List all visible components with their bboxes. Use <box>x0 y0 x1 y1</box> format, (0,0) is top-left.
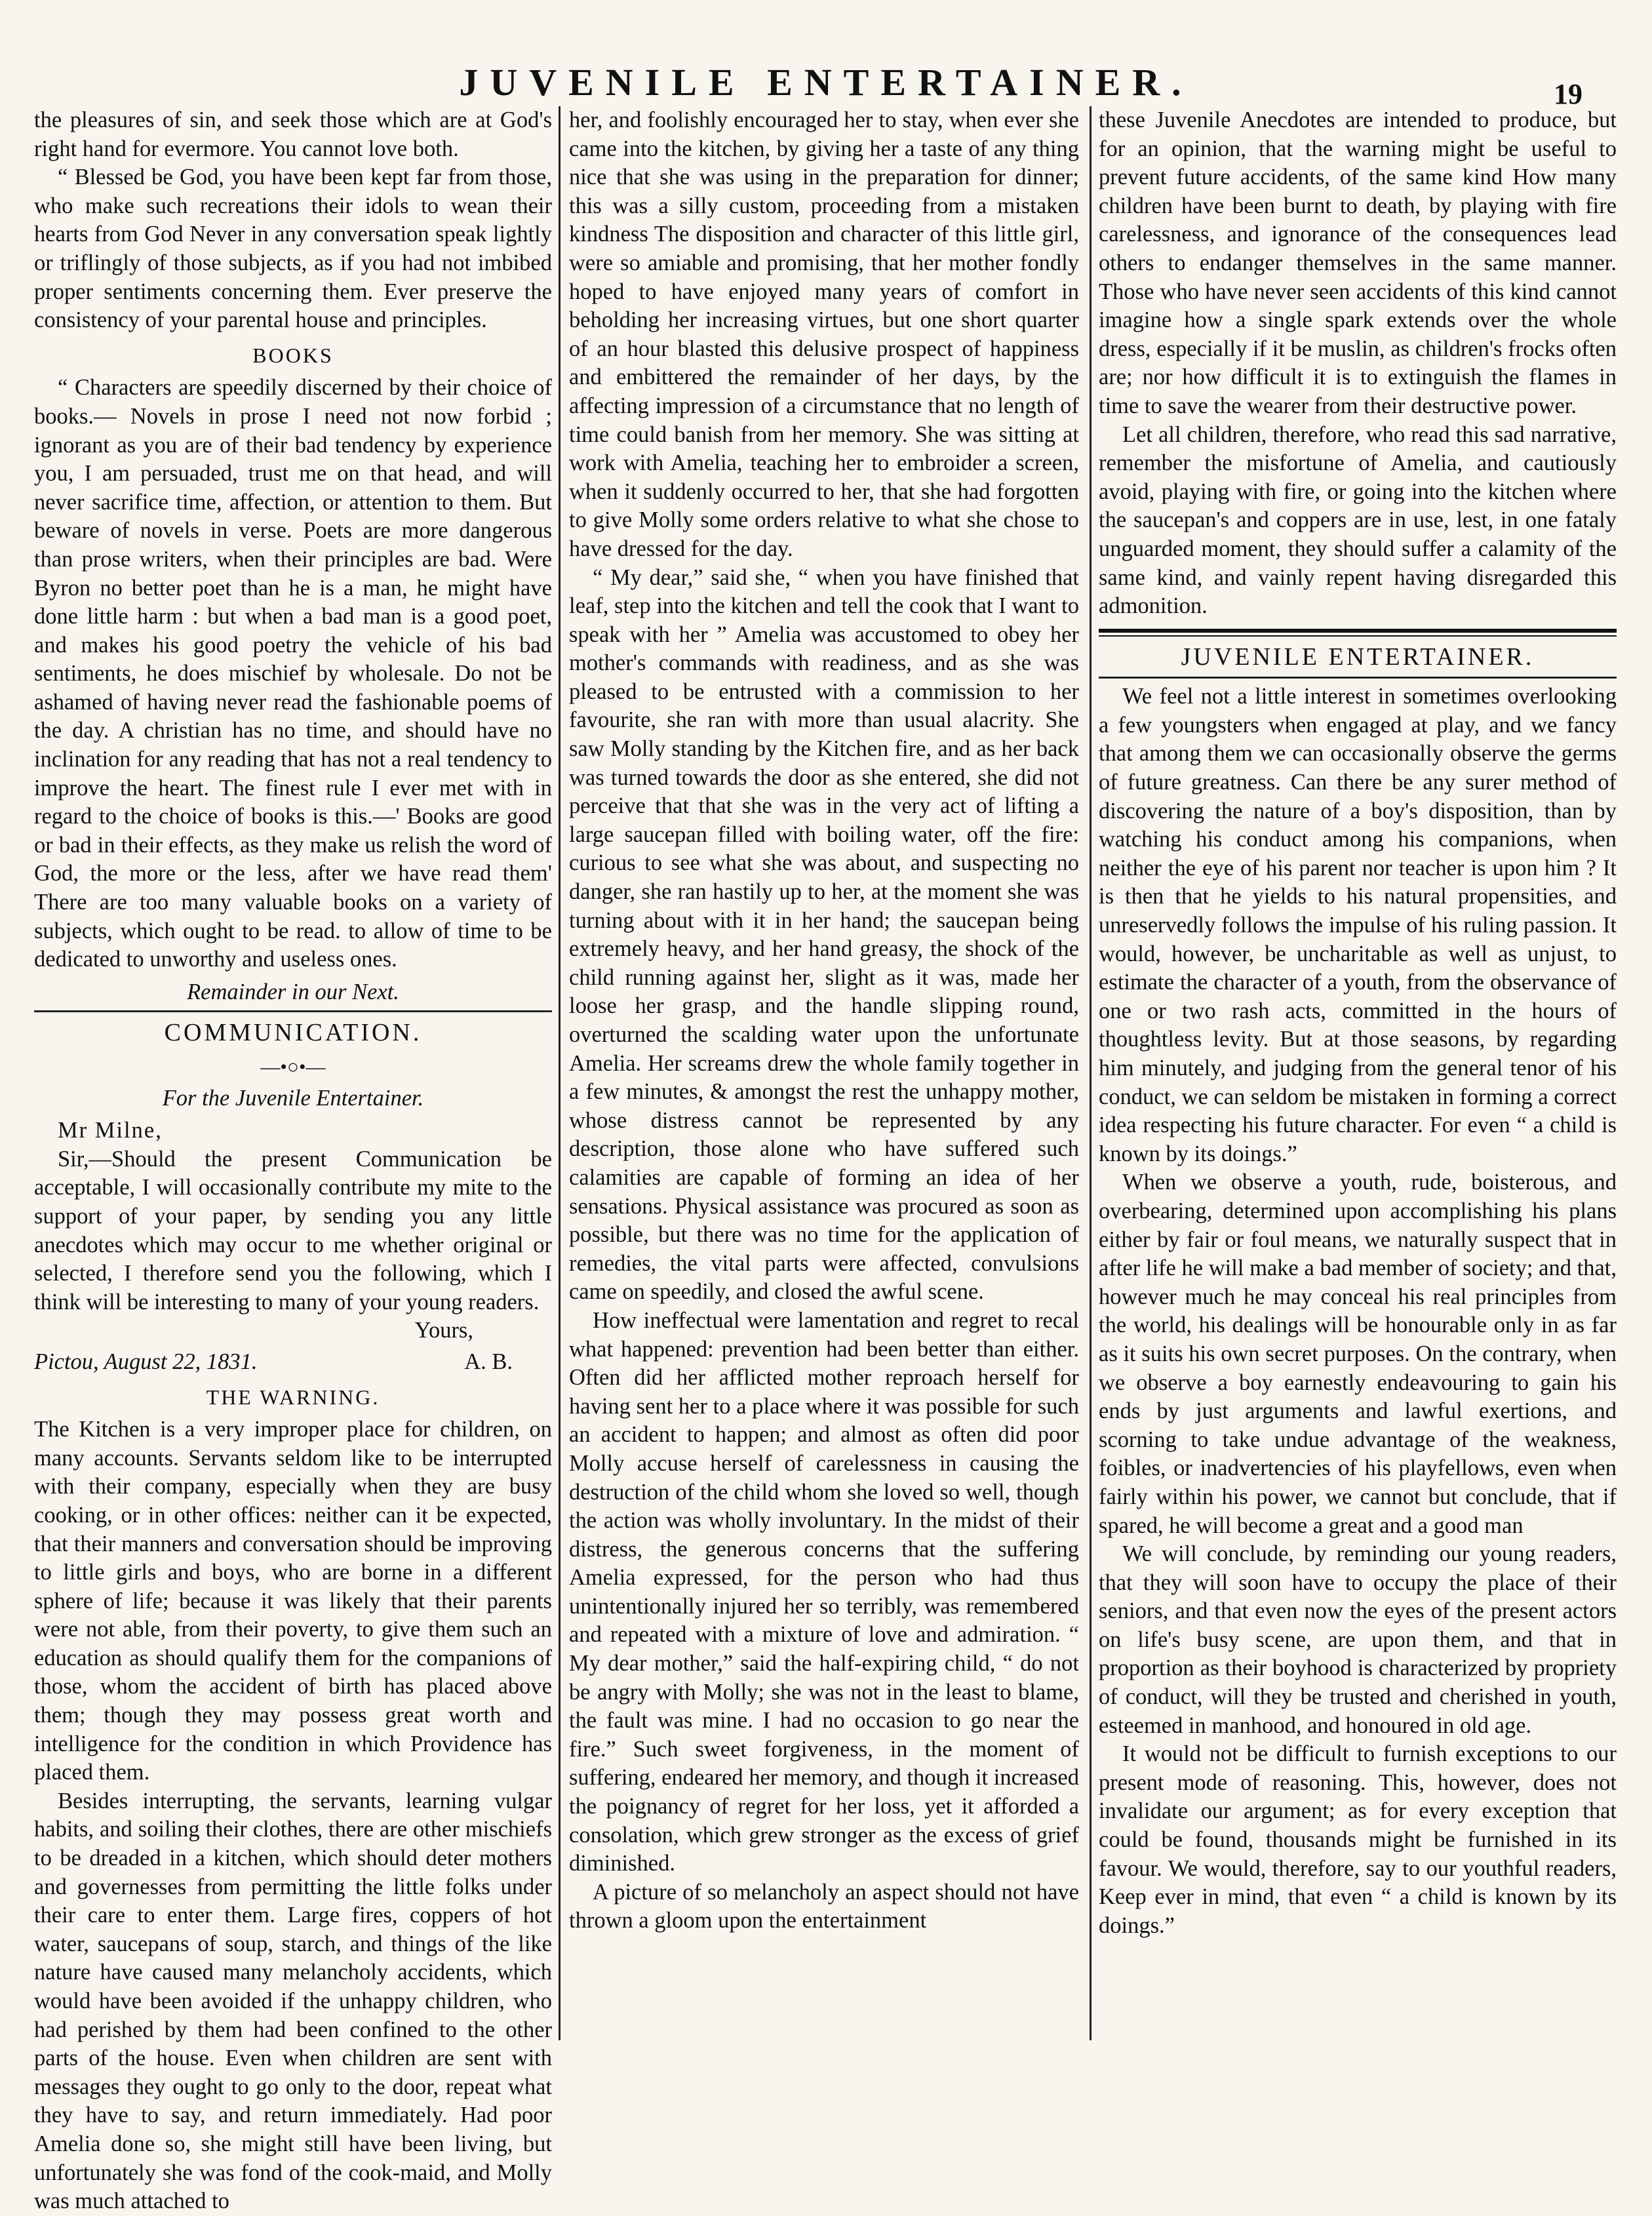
section-rule-2 <box>1099 677 1617 679</box>
page-number: 19 <box>1554 78 1583 110</box>
intro-paragraph-2: “ Blessed be God, you have been kept far from those, who make such recreations their idols to wean their hearts from God Never in any conversation speak lightly or triflingly of those subjects, as if you had not imbibed proper sentiments concerning them. Ever preserve the consistency of your parental house and principles. <box>34 165 552 333</box>
editorial-heading: JUVENILE ENTERTAINER. <box>1181 643 1535 671</box>
dateline <box>34 1348 552 1377</box>
sign-off: Yours, <box>414 1318 473 1343</box>
section-rule <box>34 1010 552 1012</box>
column-3 <box>1099 106 1617 2040</box>
section-rule-thick <box>1099 629 1617 637</box>
place-date: Pictou, August 22, 1831. <box>34 1349 258 1374</box>
books-heading: BOOKS <box>252 343 334 367</box>
communication-heading: COMMUNICATION. <box>164 1019 422 1047</box>
books-paragraph: “ Characters are speedily discerned by their choice of books.— Novels in prose I need not now forbid ; ignorant as you are of their bad tendency by experience you, I am persuaded, trust me on that head, and will never sacrifice time, affection, or attention to them. But beware of novels in verse. Poets are more dangerous than prose writers, when their principles are bad. Were Byron no better poet than he is a man, he might have done little harm : but when a bad man is a good poet, and makes his good poetry the vehicle of his bad sentiments, he does mischief by wholesale. Do not be ashamed of having never read the fashionable poems of the day. A christian has no time, and should have no inclination for any reading that has not a real tendency to improve the heart. The finest rule I ever met with in regard to the choice of books is this.—' Books are good or bad in their effects, as they make us relish the word of God, the more or the less, after we have read them' There are too many valuable books on a variety of subjects, which ought to be read. to allow of time to be dedicated to unworthy and useless ones. <box>34 375 552 972</box>
story-paragraph-4: A picture of so melancholy an aspect should not have thrown a gloom upon the entertainment <box>569 1879 1079 1933</box>
story-paragraph-2: “ My dear,” said she, “ when you have finished that leaf, step into the kitchen and tell the cook that I want to speak with her ” Amelia was accustomed to obey her mother's commands with readiness, and as she was pleased to be entrusted with a commission to her favourite, she ran with more than usual alacrity. She saw Molly standing by the Kitchen fire, and as her back was turned towards the door as she entered, she did not perceive that that she was in the very act of lifting a large saucepan filled with boiling water, off the fire: curious to see what she was about, and suspecting no danger, she ran hastily up to her, at the moment she was turning about with it in her hand; the saucepan being extremely heavy, and her hand greasy, the shock of the child running against her, slight as it was, made her loose her grasp, and the handle slipping round, overturned the scalding water upon the unfortunate Amelia. Her screams drew the whole family together in a few minutes, & amongst the rest the unhappy mother, whose distress cannot be represented by any description, those alone who have suffered such calamities are capable of forming an idea of her sensations. Physical assistance was procured as soon as possible, but there was no time for the application of remedies, the vital parts were affected, convulsions came on speedily, and closed the awful scene. <box>569 564 1079 1305</box>
column-divider-1 <box>559 106 560 2040</box>
editorial-paragraph-3: We will conclude, by reminding our young readers, that they will soon have to occupy the place of their seniors, and that even now the eyes of the present actors on life's busy scene, are upon them, and that in proportion as their boyhood is characterized by propriety of conduct, will they be trusted and cherished in youth, esteemed in manhood, and honoured in old age. <box>1099 1541 1617 1738</box>
masthead-title: JUVENILE ENTERTAINER. <box>459 61 1193 104</box>
warning-paragraph-2: Besides interrupting, the servants, learning vulgar habits, and soiling their clothes, there are other mischiefs to be dreaded in a kitchen, which should deter mothers and governesses from permitting the little folks under their care to enter them. Large fires, coppers of hot water, saucepans of soup, starch, and things of the like nature have caused many melancholy accidents, which would have been avoided if the unhappy children, who had perished by them had been confined to the other parts of the house. Even when children are sent with messages they ought to go only to the door, repeat what they have to say, and return immediately. Had poor Amelia done so, she might still have been living, but unfortunately she was fond of the cook-maid, and Molly was much attached to <box>34 1788 552 2214</box>
column-2 <box>569 106 1079 2040</box>
remainder-note: Remainder in our Next. <box>187 979 399 1004</box>
letter-body: Sir,—Should the present Communication be acceptable, I will occasionally contribute my mite to the support of your paper, by sending you any little anecdotes which may occur to me whether original or selected, I therefore send you the following, which I think will be interesting to many of your young readers. <box>34 1146 552 1315</box>
for-line: For the Juvenile Entertainer. <box>162 1085 424 1111</box>
story-paragraph-6: Let all children, therefore, who read this sad narrative, remember the misfortune of Amelia, and cautiously avoid, playing with fire, or going into the kitchen where the saucepan's and coppers are in use, lest, in one fataly unguarded moment, they should suffer a calamity of the same kind, and vainly repent having disregarded this admonition. <box>1099 422 1617 619</box>
story-paragraph-3: How ineffectual were lamentation and regret to recal what happened: prevention had been better than either. Often did her afflicted mother reproach herself for having sent her to a place where it was possible for such an accident to happen; and almost as often did poor Molly accuse herself of carelessness in causing the destruction of the child whom she loved so well, though the action was wholly involuntary. In the midst of their distress, the generous concerns that the suffering Amelia expressed, for the person who had thus unintentionally injured her so terribly, was remembered and repeated with a mixture of love and admiration. “ My dear mother,” said the half-expiring child, “ do not be angry with Molly; she was not in the least to blame, the fault was mine. I had no occasion to go near the fire.” Such sweet forgiveness, in the moment of suffering, endeared her memory, and though it increased the poignancy of regret for her loss, yet it afforded a consolation, which grew stronger as the excess of grief diminished. <box>569 1307 1079 1876</box>
column-1 <box>34 106 552 2214</box>
salutation: Mr Milne, <box>58 1118 163 1143</box>
story-paragraph-1: her, and foolishly encouraged her to stay, when ever she came into the kitchen, by giving her a taste of any thing nice that she was using in the preparation for dinner; this was a silly custom, proceeding from a mistaken kindness The disposition and character of this little girl, were so amiable and promising, that her mother fondly hoped to have enjoyed many years of comfort in beholding her increasing virtues, but one short quarter of an hour blasted this delusive prospect of happiness and embittered the remainder of her days, by the affecting impression of a circumstance that no length of time could banish from her memory. She was sitting at work with Amelia, teaching her to embroider a screen, when it suddenly occurred to her, that she had forgotten to give Molly some orders relative to what she chose to have dressed for the day. <box>569 108 1079 561</box>
intro-paragraph-1: the pleasures of sin, and seek those which are at God's right hand for evermore. You cannot love both. <box>34 108 552 161</box>
warning-heading: THE WARNING. <box>206 1385 380 1409</box>
story-paragraph-5: these Juvenile Anecdotes are intended to produce, but for an opinion, that the warning might be useful to prevent future accidents, of the same kind How many children have been burnt to death, by playing with fire carelessness, and ignorance of the consequences lead others to endanger themselves in the same manner. Those who have never seen accidents of this kind cannot imagine how a single spark extends over the whole dress, especially if it be muslin, as children's frocks often are; nor how difficult it is to extinguish the flames in time to save the wearer from their destructive power. <box>1099 108 1617 418</box>
editorial-paragraph-1: We feel not a little interest in sometimes overlooking a few youngsters when engaged at play, and we fancy that among them we can occasionally observe the germs of future greatness. Can there be any surer method of discovering the nature of a boy's disposition, than by watching his conduct among his companions, when neither the eye of his parent nor teacher is upon him ? It is then that he yields to his natural propensities, and unreservedly follows the impulse of his ruling passion. It would, however, be uncharitable as well as unjust, to estimate the character of a youth, from the observance of one or two rash acts, committed in the hours of thoughtless levity. But at those seasons, by regarding him minutely, and judging from the general tenor of his conduct, we can seldom be mistaken in forming a correct idea respecting his future character. For even “ a child is known by its doings.” <box>1099 684 1617 1166</box>
ornament-divider: —•○•— <box>260 1056 326 1078</box>
column-divider-2 <box>1090 106 1092 2040</box>
editorial-paragraph-2: When we observe a youth, rude, boisterous, and overbearing, determined upon accomplishing his plans either by fair or foul means, we naturally suspect that in after life he will make a bad member of society; and that, however much he may conceal his real principles from the world, his dealings will be honourable only in as far as it suits his own secret purposes. On the contrary, when we observe a boy earnestly endeavouring to gain his ends by just arguments and lawful exertions, and scorning to take undue advantage of the weakness, foibles, or inadvertencies of his playfellows, even when fairly within his power, we cannot but conclude, that if spared, he will become a great and a good man <box>1099 1170 1617 1538</box>
warning-paragraph-1: The Kitchen is a very improper place for children, on many accounts. Servants seldom like to be interrupted with their company, especially when they are busy cooking, or in other offices: neither can it be expected, that their manners and conversation should be improving to little girls and boys, who are borne in a different sphere of life; because it was likely that their parents were not able, from their poverty, to give them such an education as should qualify them for the companions of those, whom the accident of birth has placed above them; though they may possess great worth and intelligence for the condition in which Providence has placed them. <box>34 1417 552 1785</box>
editorial-paragraph-4: It would not be difficult to furnish exceptions to our present mode of reasoning. This, however, does not invalidate our argument; as for every exception that could be found, thousands might be furnished in its favour. We would, therefore, say to our youthful readers, Keep ever in mind, that even “ a child is known by its doings.” <box>1099 1741 1617 1938</box>
initials: A. B. <box>464 1349 513 1374</box>
